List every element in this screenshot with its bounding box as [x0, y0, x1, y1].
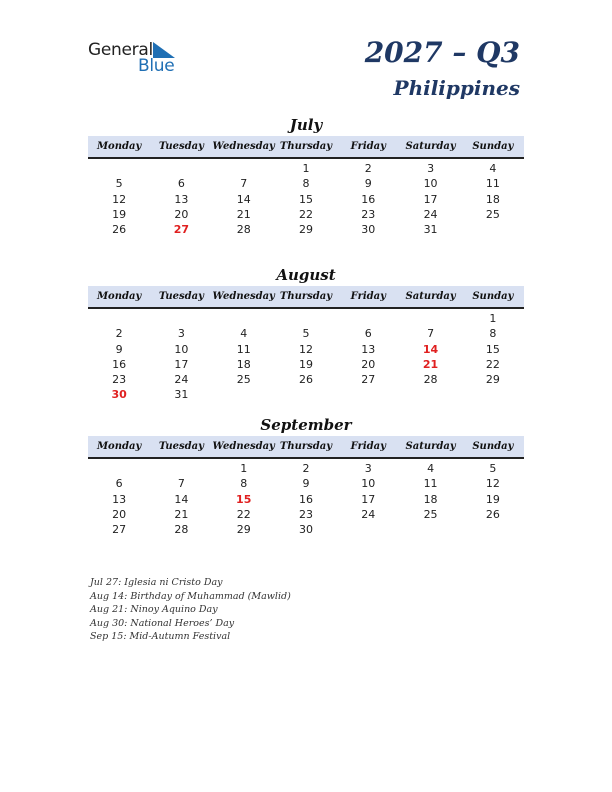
day-cell: 23 [112, 373, 127, 387]
day-cell [88, 461, 150, 476]
day-cell [462, 522, 524, 537]
day-cell: 29 [485, 373, 500, 387]
day-cell: 22 [236, 507, 251, 521]
day-cell: 7 [177, 477, 185, 491]
weekday-label: Wednesday [212, 141, 275, 152]
day-cell: 6 [115, 477, 123, 491]
day-cell [213, 161, 275, 176]
holiday-note: Jul 27: Iglesia ni Cristo Day [90, 577, 223, 588]
day-cell: 1 [302, 162, 310, 175]
day-cell: 27 [112, 523, 127, 537]
day-cell [337, 387, 399, 402]
day-cell: 26 [298, 373, 313, 387]
weekday-label: Wednesday [212, 441, 275, 452]
day-cell [150, 311, 212, 326]
day-cell: 2 [302, 462, 310, 475]
weekday-label: Wednesday [212, 291, 275, 302]
month-name: August [276, 266, 336, 284]
day-cell: 26 [485, 507, 500, 521]
day-cell: 29 [236, 523, 251, 537]
weekday-label: Friday [350, 441, 386, 452]
holiday-note: Aug 21: Ninoy Aquino Day [90, 604, 218, 616]
day-cell: 20 [174, 207, 189, 221]
day-cell: 30 [298, 523, 313, 537]
day-cell: 8 [489, 327, 497, 341]
day-cell: 25 [423, 507, 438, 521]
day-cell: 25 [236, 373, 251, 387]
day-cell: 30 [361, 223, 376, 237]
weekday-label: Monday [96, 291, 142, 302]
day-cell: 7 [427, 327, 435, 341]
day-cell: 10 [361, 477, 376, 491]
day-cell: 19 [112, 207, 127, 221]
day-cell [275, 387, 337, 402]
holiday-notes [90, 576, 291, 644]
weekday-label: Sunday [472, 141, 514, 152]
day-cell: 28 [174, 523, 189, 537]
weekday-label: Tuesday [158, 441, 204, 452]
day-cell [150, 161, 212, 176]
day-cell: 4 [489, 162, 497, 175]
weekday-label: Sunday [472, 441, 514, 452]
weekday-label: Saturday [405, 291, 456, 302]
day-cell: 6 [364, 327, 372, 341]
day-cell: 12 [112, 192, 127, 206]
day-cell [213, 387, 275, 402]
day-cell: 24 [423, 207, 438, 221]
day-cell [275, 311, 337, 326]
day-cell: 8 [302, 177, 310, 191]
day-cell [337, 311, 399, 326]
day-cell: 11 [485, 177, 500, 191]
day-cell: 2 [115, 327, 123, 341]
day-cell: 12 [485, 477, 500, 491]
day-cell: 2 [364, 162, 372, 175]
weekday-label: Thursday [279, 291, 333, 302]
day-cell: 15 [485, 342, 500, 356]
weekday-label: Monday [96, 441, 142, 452]
day-cell: 18 [423, 492, 438, 506]
day-grid [88, 459, 524, 537]
day-cell [399, 387, 461, 402]
logo-blue-text: Blue [138, 56, 175, 76]
logo [88, 40, 188, 76]
day-cell: 20 [361, 357, 376, 371]
holiday-note: Aug 30: National Heroes’ Day [90, 617, 235, 629]
day-cell: 10 [423, 177, 438, 191]
month-name: September [260, 416, 352, 434]
holiday-note: Sep 15: Mid-Autumn Festival [90, 631, 231, 643]
day-cell: 27 [361, 373, 376, 387]
day-cell: 16 [361, 192, 376, 206]
day-cell: 3 [427, 162, 435, 175]
day-cell: 1 [489, 312, 497, 325]
day-cell: 25 [485, 207, 500, 221]
weekday-label: Friday [350, 141, 386, 152]
day-cell: 31 [423, 223, 438, 237]
day-cell: 11 [423, 477, 438, 491]
day-cell: 4 [240, 327, 248, 341]
holiday-note: Aug 14: Birthday of Muhammad (Mawlid) [90, 590, 291, 602]
weekday-label: Thursday [279, 441, 333, 452]
day-cell: 6 [177, 177, 185, 191]
month-july [88, 114, 524, 237]
country-name: Philippines [393, 76, 520, 100]
day-cell: 24 [174, 373, 189, 387]
month-name: July [289, 116, 323, 134]
weekday-label: Friday [350, 291, 386, 302]
page-title: 2027 – Q3 [364, 36, 520, 69]
weekday-label: Tuesday [158, 141, 204, 152]
day-cell: 5 [302, 327, 310, 341]
day-cell: 22 [298, 207, 313, 221]
day-cell: 17 [174, 357, 189, 371]
day-cell: 28 [423, 373, 438, 387]
day-cell: 7 [240, 177, 248, 191]
day-cell: 27 [173, 223, 190, 237]
weekday-header-row [88, 436, 524, 459]
day-cell: 3 [177, 327, 185, 341]
day-cell: 13 [112, 492, 127, 506]
day-cell: 14 [174, 492, 189, 506]
day-cell: 18 [485, 192, 500, 206]
day-cell [462, 387, 524, 402]
day-cell [462, 222, 524, 237]
day-cell: 28 [236, 223, 251, 237]
month-september [88, 414, 524, 537]
day-cell: 22 [485, 357, 500, 371]
day-cell: 23 [361, 207, 376, 221]
day-cell: 23 [298, 507, 313, 521]
day-cell: 15 [236, 492, 252, 506]
weekday-header-row [88, 136, 524, 159]
day-cell: 5 [489, 462, 497, 475]
day-cell: 19 [485, 492, 500, 506]
weekday-label: Sunday [472, 291, 514, 302]
day-grid [88, 159, 524, 237]
day-cell: 19 [298, 357, 313, 371]
day-cell: 20 [112, 507, 127, 521]
day-cell: 18 [236, 357, 251, 371]
day-cell: 16 [112, 357, 127, 371]
day-cell: 26 [112, 223, 127, 237]
weekday-header-row [88, 286, 524, 309]
day-cell: 30 [111, 388, 127, 402]
day-grid [88, 309, 524, 403]
day-cell: 17 [423, 192, 438, 206]
day-cell: 21 [236, 207, 251, 221]
day-cell: 14 [422, 342, 439, 356]
day-cell [337, 522, 399, 537]
weekday-label: Saturday [405, 441, 456, 452]
day-cell: 15 [298, 192, 313, 206]
weekday-label: Monday [96, 141, 142, 152]
day-cell [399, 311, 461, 326]
day-cell: 9 [115, 342, 123, 356]
logo-general-text: General [88, 40, 153, 60]
day-cell: 21 [174, 507, 189, 521]
weekday-label: Saturday [405, 141, 456, 152]
day-cell: 14 [236, 192, 251, 206]
day-cell: 11 [236, 342, 251, 356]
day-cell: 16 [298, 492, 313, 506]
day-cell: 13 [361, 342, 376, 356]
day-cell [150, 461, 212, 476]
day-cell [88, 311, 150, 326]
day-cell: 21 [422, 357, 439, 371]
weekday-label: Tuesday [158, 291, 204, 302]
month-august [88, 264, 524, 403]
day-cell: 10 [174, 342, 189, 356]
day-cell: 17 [361, 492, 376, 506]
day-cell: 5 [115, 177, 123, 191]
day-cell: 9 [364, 177, 372, 191]
day-cell: 3 [364, 462, 372, 475]
day-cell: 12 [298, 342, 313, 356]
day-cell: 4 [427, 462, 435, 475]
day-cell: 9 [302, 477, 310, 491]
day-cell: 24 [361, 507, 376, 521]
weekday-label: Thursday [279, 141, 333, 152]
day-cell: 1 [240, 462, 248, 475]
day-cell: 13 [174, 192, 189, 206]
day-cell [213, 311, 275, 326]
day-cell: 29 [298, 223, 313, 237]
day-cell: 31 [174, 388, 189, 402]
day-cell [88, 161, 150, 176]
day-cell: 8 [240, 477, 248, 491]
day-cell [399, 522, 461, 537]
